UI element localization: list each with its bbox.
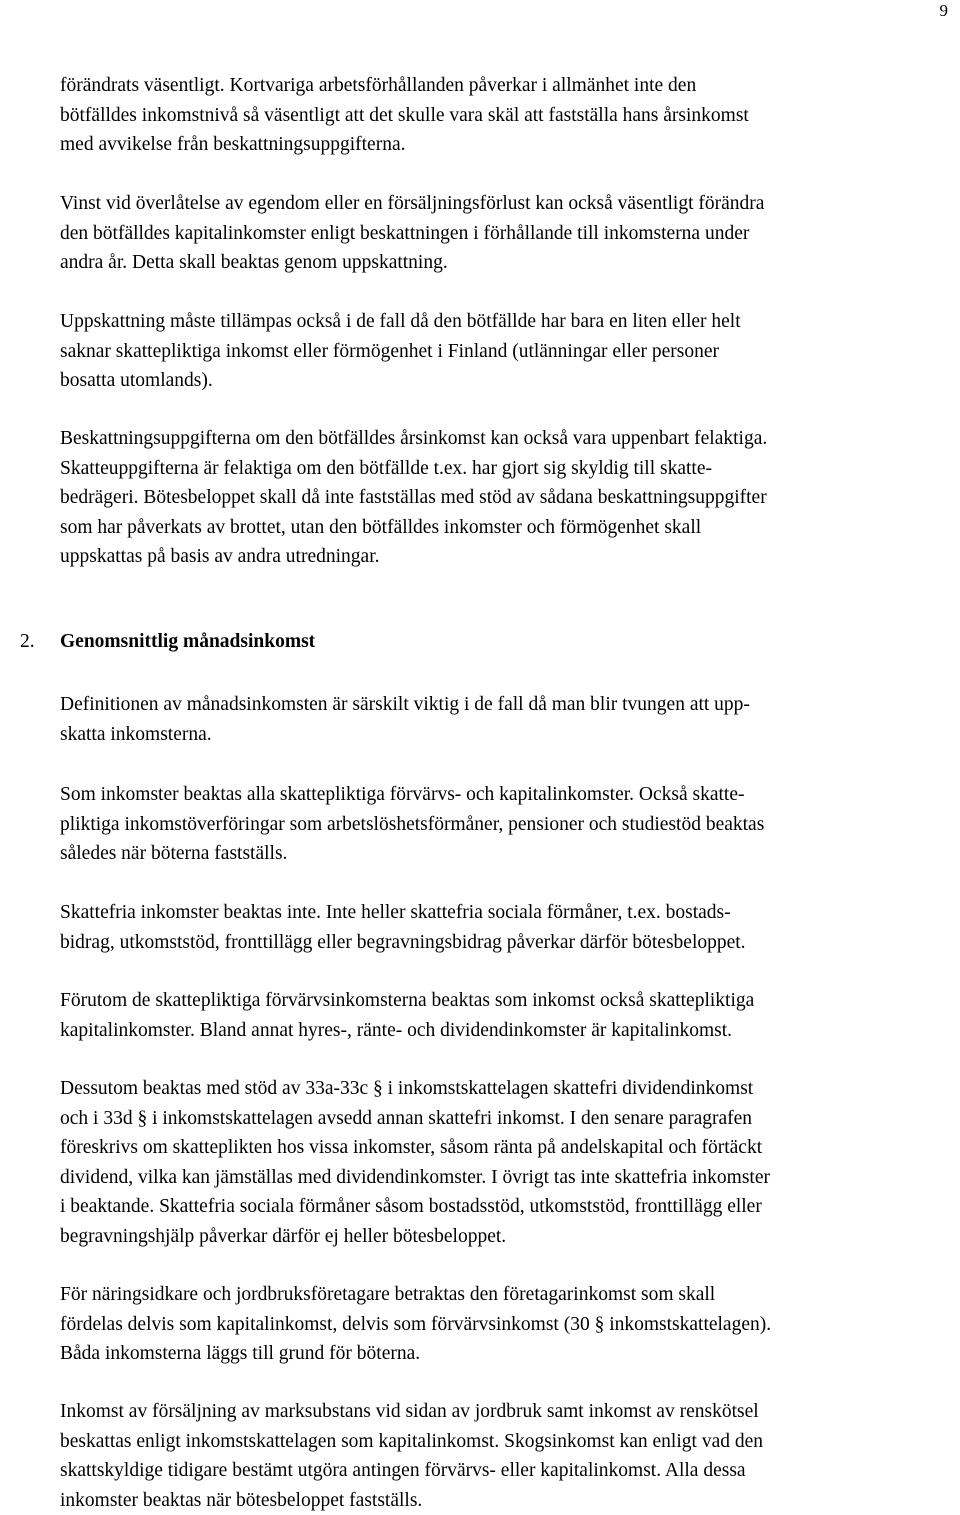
paragraph-2 xyxy=(60,189,960,278)
paragraph-6 xyxy=(60,780,960,869)
section-title: Genomsnittlig månadsinkomst xyxy=(60,631,315,652)
text-line: föreskrivs om skatteplikten hos vissa inkomster, såsom ränta på andelskapital och förtäckt xyxy=(60,1133,960,1163)
text-line: och i 33d § i inkomstskattelagen avsedd annan skattefri inkomst. I den senare paragrafen xyxy=(60,1104,960,1134)
text-line: uppskattas på basis av andra utredningar. xyxy=(60,542,960,572)
text-line: skattskyldige tidigare bestämt utgöra antingen förvärvs- eller kapitalinkomst. Alla dessa xyxy=(60,1456,960,1486)
paragraph-10 xyxy=(60,1280,960,1369)
text-line: skatta inkomsterna. xyxy=(60,720,960,750)
text-line: Vinst vid överlåtelse av egendom eller en försäljningsförlust kan också väsentligt förändra xyxy=(60,189,960,219)
text-line: Skatteuppgifterna är felaktiga om den bötfällde t.ex. har gjort sig skyldig till skatte- xyxy=(60,454,960,484)
text-line: bidrag, utkomststöd, fronttillägg eller begravningsbidrag påverkar därför bötesbeloppet. xyxy=(60,928,960,958)
text-line: Skattefria inkomster beaktas inte. Inte heller skattefria sociala förmåner, t.ex. bostads- xyxy=(60,898,960,928)
text-line: Som inkomster beaktas alla skattepliktiga förvärvs- och kapitalinkomster. Också skatte- xyxy=(60,780,960,810)
paragraph-11 xyxy=(60,1397,960,1515)
paragraph-9 xyxy=(60,1074,960,1251)
paragraph-4 xyxy=(60,424,960,572)
text-line: dividend, vilka kan jämställas med dividendinkomster. I övrigt tas inte skattefria inkomster xyxy=(60,1163,960,1193)
text-line: Uppskattning måste tillämpas också i de fall då den bötfällde har bara en liten eller helt xyxy=(60,307,960,337)
text-line: således när böterna fastställs. xyxy=(60,839,960,869)
text-line: andra år. Detta skall beaktas genom uppskattning. xyxy=(60,248,960,278)
text-line: bötfälldes inkomstnivå så väsentligt att det skulle vara skäl att fastställa hans årsinkomst xyxy=(60,101,960,131)
text-line: inkomster beaktas när bötesbeloppet fastställs. xyxy=(60,1486,960,1515)
section-heading xyxy=(20,627,315,657)
paragraph-5 xyxy=(60,690,960,749)
text-line: bedrägeri. Bötesbeloppet skall då inte fastställas med stöd av sådana beskattningsuppgifter xyxy=(60,483,960,513)
text-line: kapitalinkomster. Bland annat hyres-, ränte- och dividendinkomster är kapitalinkomst. xyxy=(60,1016,960,1046)
text-line: Beskattningsuppgifterna om den bötfälldes årsinkomst kan också vara uppenbart felaktiga. xyxy=(60,424,960,454)
text-line: Definitionen av månadsinkomsten är särskilt viktig i de fall då man blir tvungen att upp- xyxy=(60,690,960,720)
text-line: Dessutom beaktas med stöd av 33a-33c § i inkomstskattelagen skattefri dividendinkomst xyxy=(60,1074,960,1104)
paragraph-8 xyxy=(60,986,960,1045)
paragraph-7 xyxy=(60,898,960,957)
text-line: fördelas delvis som kapitalinkomst, delvis som förvärvsinkomst (30 § inkomstskattelagen). xyxy=(60,1310,960,1340)
text-line: Förutom de skattepliktiga förvärvsinkomsterna beaktas som inkomst också skattepliktiga xyxy=(60,986,960,1016)
text-line: pliktiga inkomstöverföringar som arbetslöshetsförmåner, pensioner och studiestöd beaktas xyxy=(60,810,960,840)
text-line: Inkomst av försäljning av marksubstans vid sidan av jordbruk samt inkomst av renskötsel xyxy=(60,1397,960,1427)
text-line: med avvikelse från beskattningsuppgifterna. xyxy=(60,130,960,160)
text-line: saknar skattepliktiga inkomst eller förmögenhet i Finland (utlänningar eller personer xyxy=(60,337,960,367)
text-line: som har påverkats av brottet, utan den bötfälldes inkomster och förmögenhet skall xyxy=(60,513,960,543)
text-line: beskattas enligt inkomstskattelagen som kapitalinkomst. Skogsinkomst kan enligt vad den xyxy=(60,1427,960,1457)
text-line: Båda inkomsterna läggs till grund för böterna. xyxy=(60,1339,960,1369)
section-number: 2. xyxy=(20,627,60,657)
text-line: bosatta utomlands). xyxy=(60,366,960,396)
text-line: begravningshjälp påverkar därför ej heller bötesbeloppet. xyxy=(60,1222,960,1252)
text-line: förändrats väsentligt. Kortvariga arbetsförhållanden påverkar i allmänhet inte den xyxy=(60,71,960,101)
page-number: 9 xyxy=(940,0,949,22)
text-line: den bötfälldes kapitalinkomster enligt beskattningen i förhållande till inkomsterna under xyxy=(60,219,960,249)
paragraph-3 xyxy=(60,307,960,396)
text-line: i beaktande. Skattefria sociala förmåner såsom bostadsstöd, utkomststöd, fronttillägg eller xyxy=(60,1192,960,1222)
text-line: För näringsidkare och jordbruksföretagare betraktas den företagarinkomst som skall xyxy=(60,1280,960,1310)
paragraph-1 xyxy=(60,71,960,160)
